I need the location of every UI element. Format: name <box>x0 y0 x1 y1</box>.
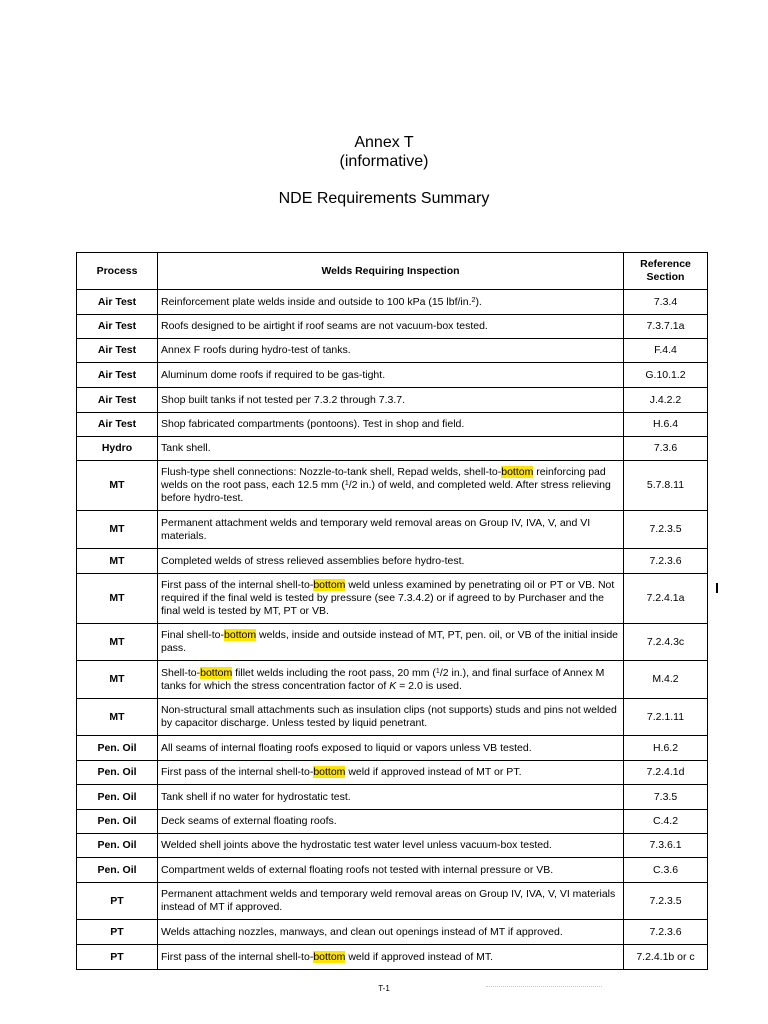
welds-cell: Aluminum dome roofs if required to be gas-tight. <box>158 363 624 388</box>
reference-cell: C.4.2 <box>624 810 708 834</box>
reference-cell: 7.2.4.1b or c <box>624 945 708 970</box>
welds-cell: Flush-type shell connections: Nozzle-to-tank shell, Repad welds, shell-to-bottom reinforcing pad welds on the root pass, each 12.5 mm ($^1$/2 in.) of weld, and completed weld. After stress relieving before hydro-test. <box>158 461 624 511</box>
table-row <box>77 315 708 339</box>
process-cell: Pen. Oil <box>77 834 158 858</box>
welds-cell: Non-structural small attachments such as insulation clips (not supports) studs and pins not welded by capacitor discharge. Unless tested by liquid penetrant. <box>158 699 624 736</box>
process-cell: MT <box>77 549 158 574</box>
reference-cell: 5.7.8.11 <box>624 461 708 511</box>
table-row <box>77 834 708 858</box>
process-cell: MT <box>77 699 158 736</box>
reference-cell: C.3.6 <box>624 858 708 883</box>
process-cell: PT <box>77 945 158 970</box>
table-row <box>77 699 708 736</box>
table-row <box>77 549 708 574</box>
reference-cell: 7.3.6.1 <box>624 834 708 858</box>
welds-cell: Tank shell if no water for hydrostatic test. <box>158 785 624 810</box>
process-cell: PT <box>77 883 158 920</box>
process-cell: Air Test <box>77 290 158 315</box>
table-row <box>77 290 708 315</box>
table-row <box>77 920 708 945</box>
search-highlight: bottom <box>313 766 346 778</box>
table-row <box>77 785 708 810</box>
process-cell: PT <box>77 920 158 945</box>
change-bar <box>716 583 718 593</box>
welds-cell: First pass of the internal shell-to-bottom weld unless examined by penetrating oil or PT or VB. Not required if the final weld is tested by pressure (see 7.3.4.2) or if agreed to by Purchaser and the final weld is tested by MT, PT or VB. <box>158 574 624 624</box>
welds-cell: Shop fabricated compartments (pontoons). Test in shop and field. <box>158 413 624 437</box>
welds-cell: Permanent attachment welds and temporary weld removal areas on Group IV, IVA, V, VI materials instead of MT if approved. <box>158 883 624 920</box>
process-cell: MT <box>77 511 158 549</box>
reference-cell: 7.3.4 <box>624 290 708 315</box>
table-row <box>77 339 708 363</box>
welds-cell: Completed welds of stress relieved assemblies before hydro-test. <box>158 549 624 574</box>
table-row <box>77 883 708 920</box>
page-number: T-1 <box>378 984 390 993</box>
welds-cell: Tank shell. <box>158 437 624 461</box>
welds-cell: Shell-to-bottom fillet welds including the root pass, 20 mm ($^1$/2 in.), and final surface of Annex M tanks for which the stress concentration factor of K = 2.0 is used. <box>158 661 624 699</box>
process-cell: Air Test <box>77 339 158 363</box>
process-cell: Pen. Oil <box>77 736 158 761</box>
process-cell: Air Test <box>77 315 158 339</box>
reference-cell: 7.3.6 <box>624 437 708 461</box>
welds-cell: First pass of the internal shell-to-bottom weld if approved instead of MT. <box>158 945 624 970</box>
table-row <box>77 624 708 661</box>
table-header-row <box>77 253 708 290</box>
process-cell: MT <box>77 461 158 511</box>
process-cell: Pen. Oil <box>77 785 158 810</box>
process-cell: Hydro <box>77 437 158 461</box>
process-cell: MT <box>77 661 158 699</box>
search-highlight: bottom <box>313 579 346 591</box>
table-row <box>77 363 708 388</box>
footer-watermark <box>486 986 602 991</box>
reference-cell: 7.2.3.6 <box>624 549 708 574</box>
search-highlight: bottom <box>200 666 233 679</box>
reference-cell: M.4.2 <box>624 661 708 699</box>
search-highlight: bottom <box>501 466 534 478</box>
welds-cell: Shop built tanks if not tested per 7.3.2 through 7.3.7. <box>158 388 624 413</box>
table-row <box>77 413 708 437</box>
welds-cell: Roofs designed to be airtight if roof seams are not vacuum-box tested. <box>158 315 624 339</box>
table-row <box>77 761 708 785</box>
table-row <box>77 810 708 834</box>
page-title: NDE Requirements Summary <box>278 190 490 207</box>
reference-cell: 7.2.3.5 <box>624 883 708 920</box>
reference-cell: G.10.1.2 <box>624 363 708 388</box>
welds-cell: Welded shell joints above the hydrostatic test water level unless vacuum-box tested. <box>158 834 624 858</box>
reference-cell: 7.2.3.6 <box>624 920 708 945</box>
welds-cell: Reinforcement plate welds inside and outside to 100 kPa (15 lbf/in.$^2$). <box>158 290 624 315</box>
welds-cell: Compartment welds of external floating roofs not tested with internal pressure or VB. <box>158 858 624 883</box>
process-cell: Air Test <box>77 413 158 437</box>
reference-cell: 7.2.1.11 <box>624 699 708 736</box>
column-header-welds: Welds Requiring Inspection <box>158 253 624 290</box>
process-cell: MT <box>77 574 158 624</box>
reference-cell: 7.2.4.1d <box>624 761 708 785</box>
informative-label: (informative) <box>339 153 429 170</box>
welds-cell: Welds attaching nozzles, manways, and clean out openings instead of MT if approved. <box>158 920 624 945</box>
table-row <box>77 461 708 511</box>
table-row <box>77 388 708 413</box>
welds-cell: Deck seams of external floating roofs. <box>158 810 624 834</box>
reference-cell: H.6.4 <box>624 413 708 437</box>
process-cell: Pen. Oil <box>77 761 158 785</box>
search-highlight: bottom <box>313 950 346 963</box>
reference-cell: J.4.2.2 <box>624 388 708 413</box>
process-cell: MT <box>77 624 158 661</box>
welds-cell: Final shell-to-bottom welds, inside and outside instead of MT, PT, pen. oil, or VB of the initial inside pass. <box>158 624 624 661</box>
search-highlight: bottom <box>224 629 257 641</box>
reference-cell: 7.2.4.1a <box>624 574 708 624</box>
table-row <box>77 437 708 461</box>
reference-cell: H.6.2 <box>624 736 708 761</box>
process-cell: Air Test <box>77 388 158 413</box>
welds-cell: Permanent attachment welds and temporary weld removal areas on Group IV, IVA, V, and VI materials. <box>158 511 624 549</box>
column-header-reference: Reference Section <box>624 253 708 290</box>
table-row <box>77 945 708 970</box>
process-cell: Pen. Oil <box>77 810 158 834</box>
column-header-process: Process <box>77 253 158 290</box>
reference-cell: 7.3.7.1a <box>624 315 708 339</box>
process-cell: Pen. Oil <box>77 858 158 883</box>
table-row <box>77 661 708 699</box>
reference-cell: 7.2.3.5 <box>624 511 708 549</box>
table-row <box>77 736 708 761</box>
process-cell: Air Test <box>77 363 158 388</box>
welds-cell: Annex F roofs during hydro-test of tanks. <box>158 339 624 363</box>
annex-heading: Annex T <box>354 134 414 151</box>
table-row <box>77 574 708 624</box>
welds-cell: First pass of the internal shell-to-bottom weld if approved instead of MT or PT. <box>158 761 624 785</box>
welds-cell: All seams of internal floating roofs exposed to liquid or vapors unless VB tested. <box>158 736 624 761</box>
reference-cell: F.4.4 <box>624 339 708 363</box>
table-row <box>77 858 708 883</box>
nde-requirements-table <box>76 252 708 970</box>
table-row <box>77 511 708 549</box>
reference-cell: 7.3.5 <box>624 785 708 810</box>
reference-cell: 7.2.4.3c <box>624 624 708 661</box>
